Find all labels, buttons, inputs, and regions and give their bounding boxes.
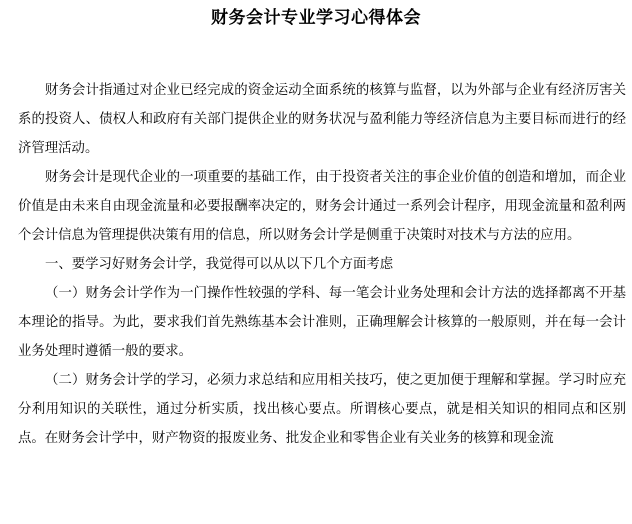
paragraph-point-two: （二）财务会计学的学习，必须力求总结和应用相关技巧，使之更加便于理解和掌握。学习时应充分利用知识的关联性，通过分析实质，找出核心要点。所谓核心要点，就是相关知识的相同点和区别点。在财务会计学中，财产物资的报废业务、批发企业和零售企业有关业务的核算和现金流 <box>18 373 626 446</box>
section-heading-study-approach: 一、要学习好财务会计学，我觉得可以从以下几个方面考虑 <box>45 257 394 272</box>
paragraph-point-one: （一）财务会计学作为一门操作性较强的学科、每一笔会计业务处理和会计方法的选择都离不开基本理论的指导。为此，要求我们首先熟练基本会计准则，正确理解会计核算的一般原则，并在每一会计业务处理时遵循一般的要求。 <box>18 286 626 359</box>
document-body <box>18 76 626 453</box>
paragraph-importance: 财务会计是现代企业的一项重要的基础工作，由于投资者关注的事企业价值的创造和增加，而企业价值是由未来自由现金流量和必要报酬率决定的，财务会计通过一系列会计程序，用现金流量和盈利两个会计信息为管理提供决策有用的信息，所以财务会计学是侧重于决策时对技术与方法的应用。 <box>18 170 626 243</box>
document-title: 财务会计专业学习心得体会 <box>211 8 421 28</box>
paragraph-definition: 财务会计指通过对企业已经完成的资金运动全面系统的核算与监督，以为外部与企业有经济厉害关系的投资人、债权人和政府有关部门提供企业的财务状况与盈利能力等经济信息为主要目标而进行的经济管理活动。 <box>18 83 626 156</box>
